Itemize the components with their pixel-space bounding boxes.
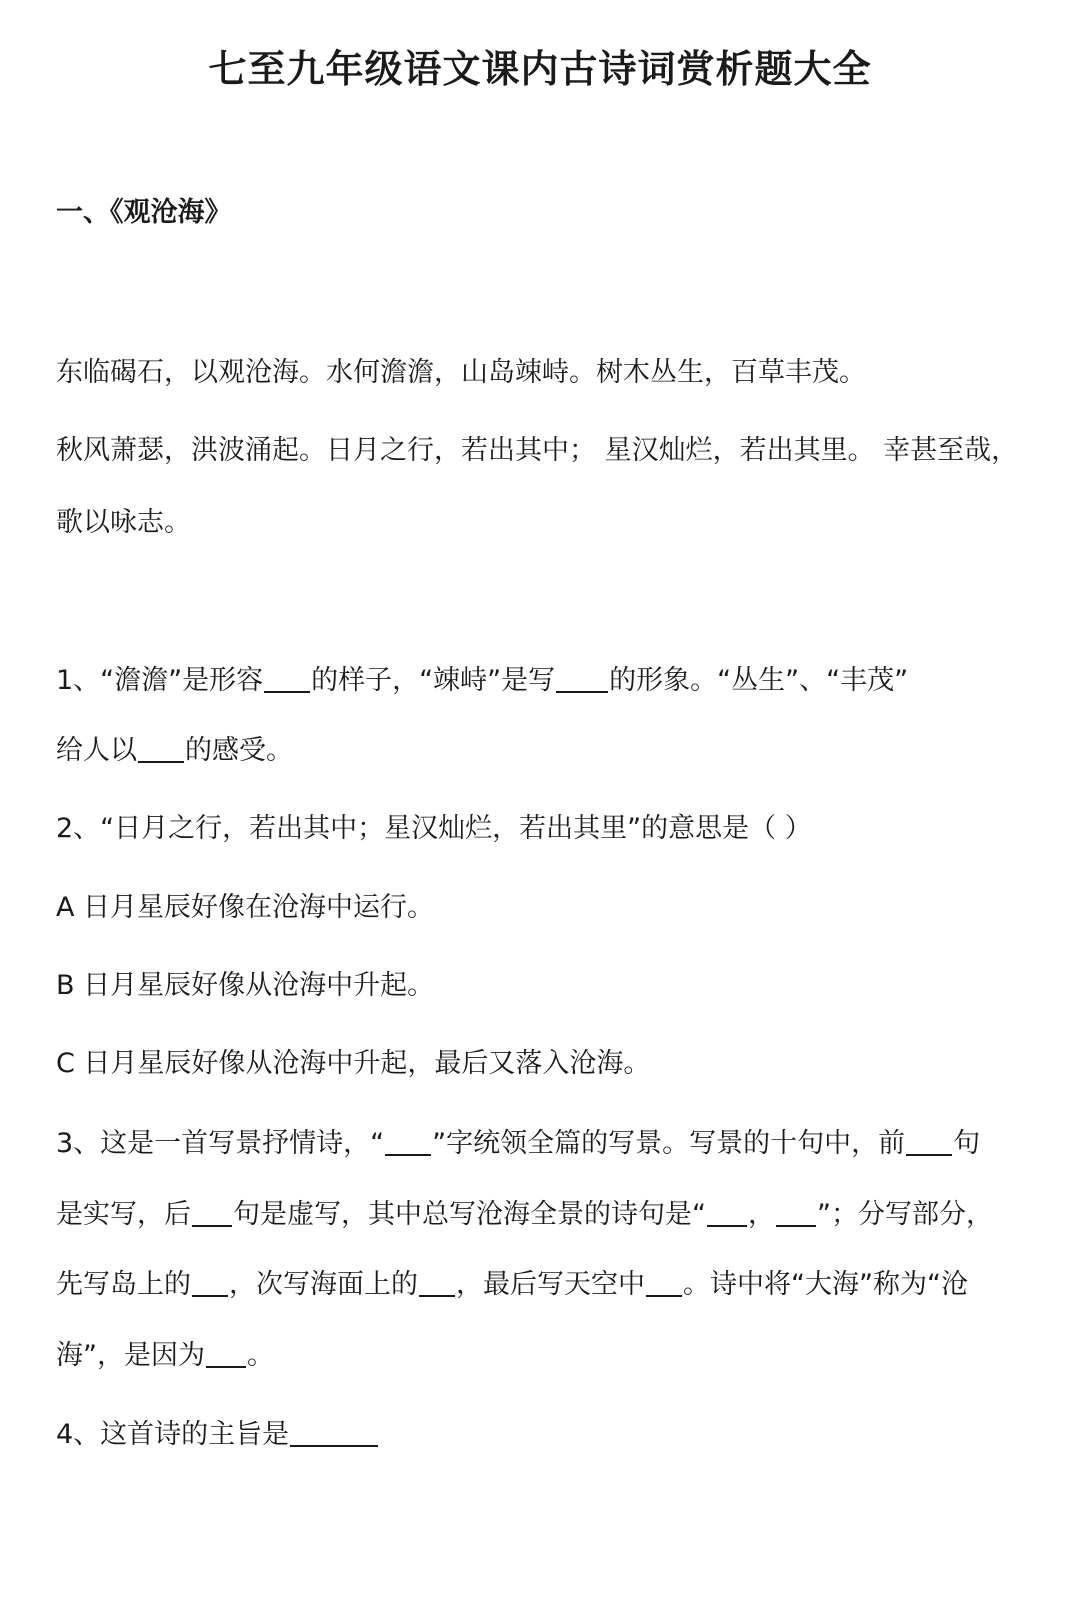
q3-text-l: 海”，是因为 <box>56 1340 205 1371</box>
q3-text-j: ，最后写天空中 <box>456 1269 645 1300</box>
answer-blank[interactable] <box>906 1127 952 1156</box>
answer-blank[interactable] <box>385 1127 431 1156</box>
q3-text-h: 先写岛上的 <box>56 1269 191 1300</box>
poem-line-1: 东临碣石，以观沧海。水何澹澹，山岛竦峙。树木丛生，百草丰茂。 <box>56 357 866 388</box>
q3-text-a: 3、这是一首写景抒情诗，“ <box>56 1128 385 1159</box>
poem-line-3: 歌以咏志。 <box>56 507 191 538</box>
answer-blank[interactable] <box>646 1268 682 1297</box>
question-2-option-a: A 日月星辰好像在沧海中运行。 <box>56 892 435 923</box>
question-1-line-1 <box>56 658 1024 697</box>
question-3-line-4 <box>56 1333 1024 1372</box>
q3-text-f: ， <box>748 1199 775 1230</box>
answer-blank[interactable] <box>192 1198 232 1227</box>
q1-text-e: 的感受。 <box>185 735 293 766</box>
answer-blank[interactable] <box>192 1268 228 1297</box>
question-1-line-2 <box>56 728 1024 767</box>
question-2-stem: 2、“日月之行，若出其中；星汉灿烂，若出其里”的意思是（ ） <box>56 813 812 844</box>
q1-text-a: 1、“澹澹”是形容 <box>56 665 264 696</box>
answer-blank[interactable] <box>776 1198 816 1227</box>
q3-text-k: 。诗中将“大海”称为“沧 <box>683 1269 968 1300</box>
q3-text-d: 是实写，后 <box>56 1199 191 1230</box>
answer-blank[interactable] <box>556 664 608 693</box>
question-3-line-2 <box>56 1192 1024 1231</box>
question-2-option-b: B 日月星辰好像从沧海中升起。 <box>56 970 435 1001</box>
q3-text-g: ”；分写部分， <box>817 1199 993 1230</box>
q1-text-d: 给人以 <box>56 735 137 766</box>
q1-text-c: 的形象。“丛生”、“丰茂” <box>609 665 909 696</box>
q3-text-b: ”字统领全篇的写景。写景的十句中，前 <box>432 1128 906 1159</box>
q4-stem: 4、这首诗的主旨是 <box>56 1419 290 1450</box>
question-3-line-3 <box>56 1262 1024 1301</box>
answer-blank[interactable] <box>707 1198 747 1227</box>
answer-blank[interactable] <box>290 1418 378 1447</box>
document-title: 七至九年级语文课内古诗词赏析题大全 <box>208 47 872 91</box>
q3-text-m: 。 <box>247 1340 274 1371</box>
answer-blank[interactable] <box>419 1268 455 1297</box>
poem-line-2: 秋风萧瑟，洪波涌起。日月之行，若出其中； 星汉灿烂，若出其里。 幸甚至哉， <box>56 435 1019 466</box>
answer-blank[interactable] <box>138 734 184 763</box>
section-heading: 一、《观沧海》 <box>56 197 232 228</box>
q3-text-i: ，次写海面上的 <box>229 1269 418 1300</box>
question-4-line <box>56 1412 1024 1451</box>
question-3-line-1 <box>56 1121 1024 1160</box>
q1-text-b: 的样子，“竦峙”是写 <box>311 665 556 696</box>
answer-blank[interactable] <box>264 664 310 693</box>
q3-text-c: 句 <box>953 1128 981 1159</box>
q3-text-e: 句是虚写，其中总写沧海全景的诗句是“ <box>233 1199 706 1230</box>
answer-blank[interactable] <box>206 1339 246 1368</box>
question-2-option-c: C 日月星辰好像从沧海中升起，最后又落入沧海。 <box>56 1048 651 1079</box>
